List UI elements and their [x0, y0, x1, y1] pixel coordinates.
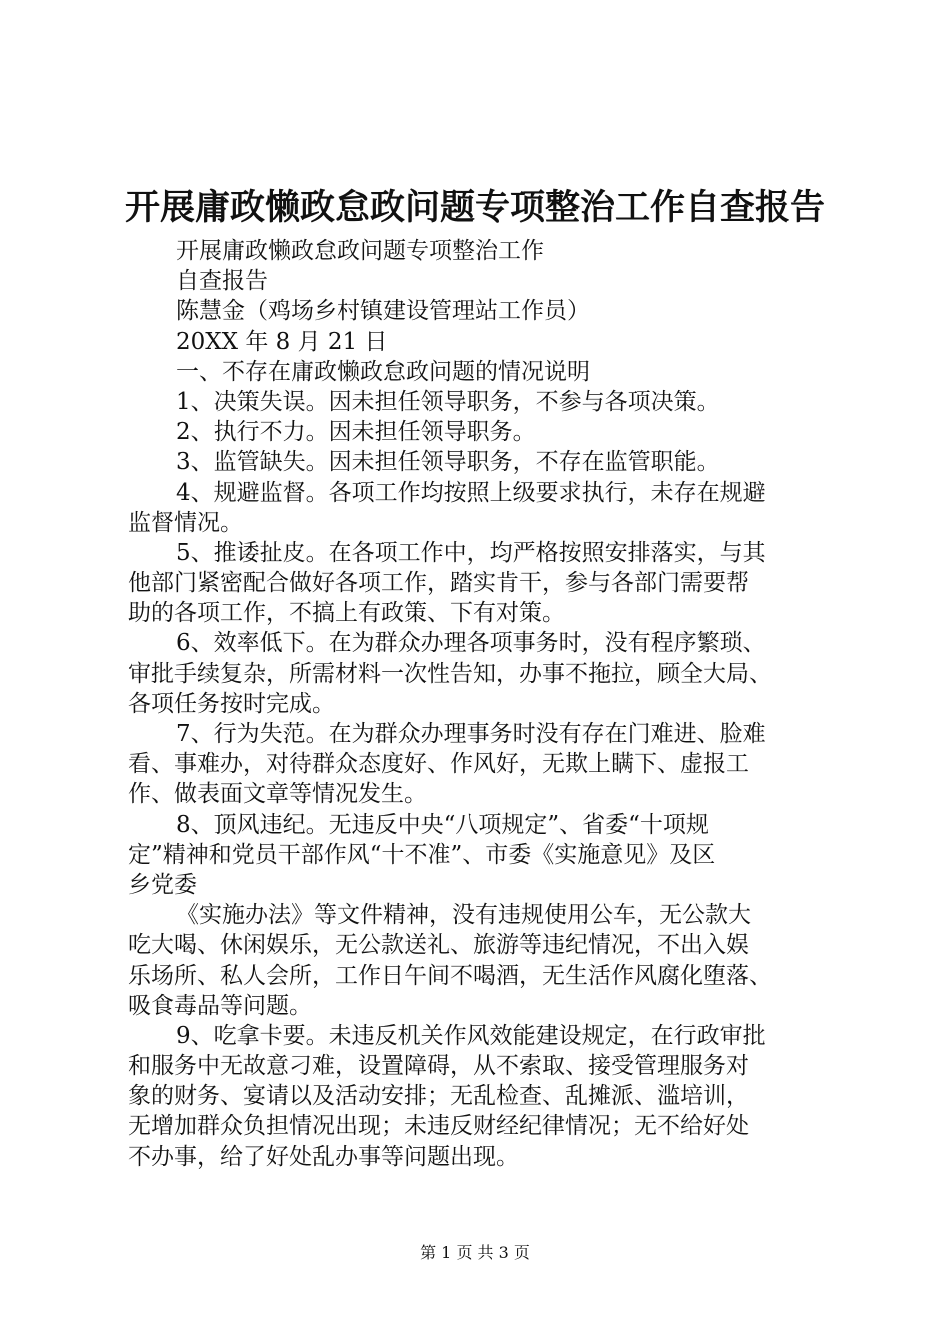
page-footer: 第 1 页 共 3 页: [420, 1243, 530, 1262]
body-line: 无增加群众负担情况出现；未违反财经纪律情况；无不给好处: [128, 1113, 749, 1140]
body-line: 乡党委: [128, 871, 197, 898]
body-line: 陈慧金（鸡场乡村镇建设管理站工作员）: [176, 298, 590, 325]
body-line: 助的各项工作，不搞上有政策、下有对策。: [128, 600, 565, 627]
body-line: 6、效率低下。在为群众办理各项事务时，没有程序繁琐、: [176, 630, 766, 657]
body-line: 8、顶风违纪。无违反中央“八项规定”、省委“十项规: [176, 811, 709, 838]
body-line: 作、做表面文章等情况发生。: [128, 781, 427, 808]
body-line: 9、吃拿卡要。未违反机关作风效能建设规定，在行政审批: [176, 1022, 766, 1049]
body-line: 开展庸政懒政怠政问题专项整治工作: [176, 238, 544, 264]
body-line: 20XX 年 8 月 21 日: [176, 328, 388, 355]
body-line: 监督情况。: [128, 509, 243, 536]
body-line: 乐场所、私人会所，工作日午间不喝酒，无生活作风腐化堕落、: [128, 962, 772, 989]
body-line: 3、监管缺失。因未担任领导职务，不存在监管职能。: [176, 449, 720, 476]
body-line: 象的财务、宴请以及活动安排；无乱检查、乱摊派、滥培训，: [128, 1083, 749, 1110]
body-line: 吸食毒品等问题。: [128, 992, 312, 1019]
body-line: 2、执行不力。因未担任领导职务。: [176, 419, 536, 446]
body-line: 自查报告: [176, 268, 268, 295]
body-line: 1、决策失误。因未担任领导职务，不参与各项决策。: [176, 388, 720, 415]
body-line: 看、事难办，对待群众态度好、作风好，无欺上瞒下、虚报工: [128, 751, 749, 778]
body-line: 5、推诿扯皮。在各项工作中，均严格按照安排落实，与其: [176, 539, 766, 566]
body-line: 《实施办法》等文件精神，没有违规使用公车，无公款大: [176, 902, 751, 929]
body-line: 和服务中无故意刁难，设置障碍，从不索取、接受管理服务对: [128, 1053, 749, 1080]
body-line: 吃大喝、休闲娱乐，无公款送礼、旅游等违纪情况，不出入娱: [128, 932, 749, 959]
body-line: 7、行为失范。在为群众办理事务时没有存在门难进、脸难: [176, 721, 766, 747]
body-line: 他部门紧密配合做好各项工作，踏实肯干，参与各部门需要帮: [128, 570, 749, 597]
body-line: 4、规避监督。各项工作均按照上级要求执行，未存在规避: [176, 479, 766, 506]
body-line: 定”精神和党员干部作风“十不准”、市委《实施意见》及区: [128, 841, 716, 868]
body-line: 审批手续复杂，所需材料一次性告知，办事不拖拉，顾全大局、: [128, 660, 772, 687]
document-body: [128, 236, 828, 1172]
body-line: 不办事，给了好处乱办事等问题出现。: [128, 1143, 519, 1170]
document-title: 开展庸政懒政怠政问题专项整治工作自查报告: [124, 187, 825, 228]
body-line: 各项任务按时完成。: [128, 690, 335, 717]
body-line: 一、不存在庸政懒政怠政问题的情况说明: [176, 358, 590, 385]
